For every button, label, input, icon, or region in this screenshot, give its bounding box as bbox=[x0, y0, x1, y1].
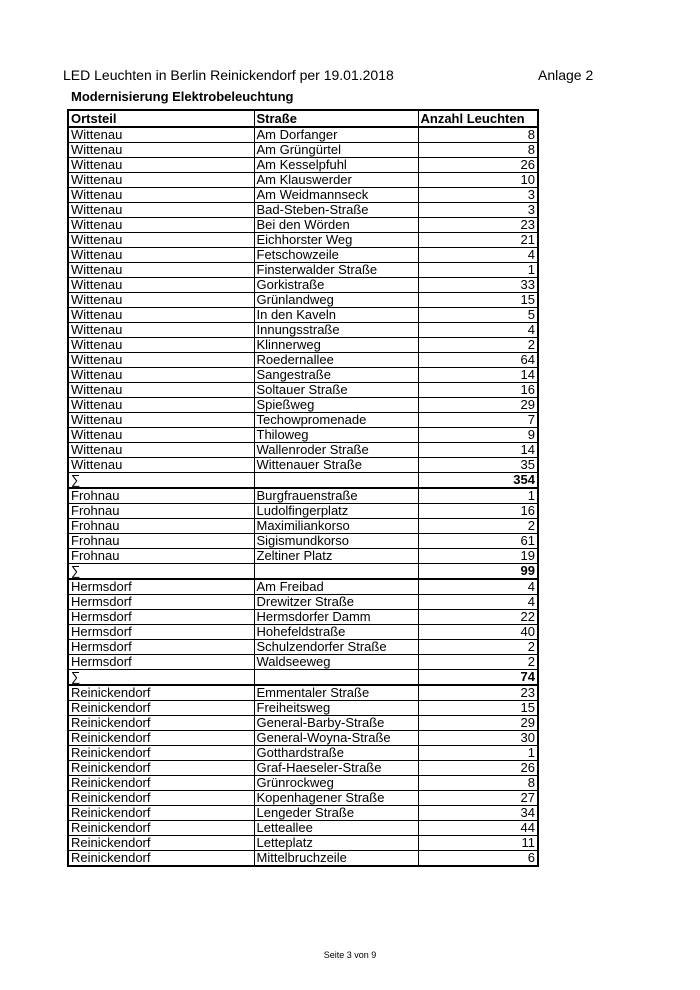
cell-strasse: Eichhorster Weg bbox=[254, 233, 418, 248]
subtotal-row bbox=[68, 473, 538, 489]
table-row bbox=[68, 338, 538, 353]
table-row bbox=[68, 383, 538, 398]
table-row bbox=[68, 263, 538, 278]
cell-strasse: Wallenroder Straße bbox=[254, 443, 418, 458]
cell-strasse: Klinnerweg bbox=[254, 338, 418, 353]
cell-anzahl: 29 bbox=[418, 716, 538, 731]
cell-ortsteil: Wittenau bbox=[68, 458, 254, 473]
cell-anzahl: 11 bbox=[418, 836, 538, 851]
table-row bbox=[68, 610, 538, 625]
cell-ortsteil: Frohnau bbox=[68, 534, 254, 549]
cell-ortsteil: Reinickendorf bbox=[68, 731, 254, 746]
cell-anzahl: 34 bbox=[418, 806, 538, 821]
cell-ortsteil: Wittenau bbox=[68, 218, 254, 233]
cell-strasse: Bad-Steben-Straße bbox=[254, 203, 418, 218]
table-row bbox=[68, 806, 538, 821]
table-row bbox=[68, 821, 538, 836]
cell-strasse: Ludolfingerplatz bbox=[254, 504, 418, 519]
table-body bbox=[68, 127, 538, 866]
cell-ortsteil: Hermsdorf bbox=[68, 579, 254, 595]
cell-ortsteil: Wittenau bbox=[68, 368, 254, 383]
sum-symbol: ∑ bbox=[68, 473, 254, 489]
cell-anzahl: 15 bbox=[418, 293, 538, 308]
cell-strasse: Burgfrauenstraße bbox=[254, 488, 418, 504]
cell-ortsteil: Reinickendorf bbox=[68, 746, 254, 761]
table-header-row bbox=[68, 110, 538, 127]
cell-empty bbox=[254, 670, 418, 686]
cell-anzahl: 4 bbox=[418, 579, 538, 595]
cell-strasse: Drewitzer Straße bbox=[254, 595, 418, 610]
cell-strasse: Innungsstraße bbox=[254, 323, 418, 338]
table-row bbox=[68, 761, 538, 776]
cell-anzahl: 21 bbox=[418, 233, 538, 248]
table-row bbox=[68, 640, 538, 655]
cell-ortsteil: Frohnau bbox=[68, 488, 254, 504]
table-row bbox=[68, 519, 538, 534]
cell-anzahl: 33 bbox=[418, 278, 538, 293]
cell-ortsteil: Wittenau bbox=[68, 293, 254, 308]
cell-strasse: Schulzendorfer Straße bbox=[254, 640, 418, 655]
table-row bbox=[68, 127, 538, 143]
table-row bbox=[68, 353, 538, 368]
attachment-label: Anlage 2 bbox=[538, 67, 594, 83]
cell-anzahl: 16 bbox=[418, 504, 538, 519]
table-row bbox=[68, 443, 538, 458]
cell-ortsteil: Wittenau bbox=[68, 233, 254, 248]
cell-ortsteil: Wittenau bbox=[68, 143, 254, 158]
cell-ortsteil: Wittenau bbox=[68, 278, 254, 293]
cell-anzahl: 22 bbox=[418, 610, 538, 625]
cell-ortsteil: Reinickendorf bbox=[68, 791, 254, 806]
cell-anzahl: 44 bbox=[418, 821, 538, 836]
column-header-anzahl: Anzahl Leuchten bbox=[418, 110, 538, 127]
cell-anzahl: 2 bbox=[418, 640, 538, 655]
cell-ortsteil: Hermsdorf bbox=[68, 610, 254, 625]
cell-ortsteil: Reinickendorf bbox=[68, 761, 254, 776]
cell-ortsteil: Reinickendorf bbox=[68, 821, 254, 836]
table-row bbox=[68, 458, 538, 473]
table-row bbox=[68, 248, 538, 263]
cell-anzahl: 10 bbox=[418, 173, 538, 188]
cell-strasse: In den Kaveln bbox=[254, 308, 418, 323]
cell-strasse: Hohefeldstraße bbox=[254, 625, 418, 640]
cell-anzahl: 5 bbox=[418, 308, 538, 323]
table-row bbox=[68, 851, 538, 867]
cell-ortsteil: Wittenau bbox=[68, 428, 254, 443]
cell-strasse: Kopenhagener Straße bbox=[254, 791, 418, 806]
cell-ortsteil: Wittenau bbox=[68, 263, 254, 278]
table-row bbox=[68, 203, 538, 218]
cell-anzahl: 26 bbox=[418, 158, 538, 173]
cell-strasse: Roedernallee bbox=[254, 353, 418, 368]
cell-ortsteil: Frohnau bbox=[68, 549, 254, 564]
table-row bbox=[68, 188, 538, 203]
table-row bbox=[68, 218, 538, 233]
sum-symbol: ∑ bbox=[68, 670, 254, 686]
cell-strasse: Wittenauer Straße bbox=[254, 458, 418, 473]
cell-anzahl: 8 bbox=[418, 776, 538, 791]
cell-anzahl: 1 bbox=[418, 746, 538, 761]
table-row bbox=[68, 595, 538, 610]
cell-strasse: Grünrockweg bbox=[254, 776, 418, 791]
cell-ortsteil: Wittenau bbox=[68, 413, 254, 428]
cell-anzahl: 8 bbox=[418, 127, 538, 143]
cell-ortsteil: Wittenau bbox=[68, 248, 254, 263]
cell-strasse: Maximiliankorso bbox=[254, 519, 418, 534]
cell-anzahl: 4 bbox=[418, 595, 538, 610]
column-header-ortsteil: Ortsteil bbox=[68, 110, 254, 127]
subtotal-value: 74 bbox=[418, 670, 538, 686]
cell-anzahl: 23 bbox=[418, 685, 538, 701]
cell-ortsteil: Reinickendorf bbox=[68, 701, 254, 716]
subtotal-row bbox=[68, 670, 538, 686]
cell-ortsteil: Frohnau bbox=[68, 504, 254, 519]
table-row bbox=[68, 293, 538, 308]
cell-ortsteil: Reinickendorf bbox=[68, 851, 254, 867]
table-row bbox=[68, 173, 538, 188]
cell-strasse: Gotthardstraße bbox=[254, 746, 418, 761]
table-row bbox=[68, 534, 538, 549]
cell-strasse: Sangestraße bbox=[254, 368, 418, 383]
cell-ortsteil: Wittenau bbox=[68, 323, 254, 338]
cell-ortsteil: Wittenau bbox=[68, 308, 254, 323]
table-row bbox=[68, 323, 538, 338]
cell-strasse: Spießweg bbox=[254, 398, 418, 413]
cell-strasse: Am Grüngürtel bbox=[254, 143, 418, 158]
cell-strasse: Soltauer Straße bbox=[254, 383, 418, 398]
subtotal-row bbox=[68, 564, 538, 580]
cell-ortsteil: Wittenau bbox=[68, 158, 254, 173]
cell-ortsteil: Reinickendorf bbox=[68, 806, 254, 821]
cell-strasse: Mittelbruchzeile bbox=[254, 851, 418, 867]
cell-ortsteil: Wittenau bbox=[68, 173, 254, 188]
lights-table bbox=[67, 109, 539, 867]
column-header-strasse: Straße bbox=[254, 110, 418, 127]
cell-anzahl: 3 bbox=[418, 203, 538, 218]
cell-anzahl: 15 bbox=[418, 701, 538, 716]
table-row bbox=[68, 308, 538, 323]
table-row bbox=[68, 428, 538, 443]
document-title: LED Leuchten in Berlin Reinickendorf per 19.01.2018 bbox=[63, 67, 394, 83]
cell-strasse: Am Freibad bbox=[254, 579, 418, 595]
cell-anzahl: 30 bbox=[418, 731, 538, 746]
cell-ortsteil: Reinickendorf bbox=[68, 685, 254, 701]
cell-strasse: Am Klauswerder bbox=[254, 173, 418, 188]
table-row bbox=[68, 701, 538, 716]
cell-anzahl: 40 bbox=[418, 625, 538, 640]
cell-strasse: Letteplatz bbox=[254, 836, 418, 851]
cell-anzahl: 29 bbox=[418, 398, 538, 413]
cell-strasse: Am Dorfanger bbox=[254, 127, 418, 143]
cell-strasse: General-Woyna-Straße bbox=[254, 731, 418, 746]
cell-strasse: Bei den Wörden bbox=[254, 218, 418, 233]
cell-anzahl: 4 bbox=[418, 248, 538, 263]
cell-anzahl: 64 bbox=[418, 353, 538, 368]
cell-empty bbox=[254, 564, 418, 580]
cell-strasse: Fetschowzeile bbox=[254, 248, 418, 263]
cell-strasse: Emmentaler Straße bbox=[254, 685, 418, 701]
table-row bbox=[68, 278, 538, 293]
cell-empty bbox=[254, 473, 418, 489]
cell-anzahl: 3 bbox=[418, 188, 538, 203]
table-row bbox=[68, 398, 538, 413]
cell-anzahl: 23 bbox=[418, 218, 538, 233]
table-row bbox=[68, 836, 538, 851]
cell-strasse: Finsterwalder Straße bbox=[254, 263, 418, 278]
cell-anzahl: 7 bbox=[418, 413, 538, 428]
cell-strasse: Freiheitsweg bbox=[254, 701, 418, 716]
table-row bbox=[68, 233, 538, 248]
table-row bbox=[68, 731, 538, 746]
cell-ortsteil: Frohnau bbox=[68, 519, 254, 534]
subtotal-value: 354 bbox=[418, 473, 538, 489]
cell-strasse: Letteallee bbox=[254, 821, 418, 836]
cell-anzahl: 1 bbox=[418, 263, 538, 278]
table-row bbox=[68, 625, 538, 640]
cell-anzahl: 4 bbox=[418, 323, 538, 338]
cell-ortsteil: Wittenau bbox=[68, 443, 254, 458]
cell-ortsteil: Reinickendorf bbox=[68, 836, 254, 851]
table-row bbox=[68, 143, 538, 158]
cell-strasse: General-Barby-Straße bbox=[254, 716, 418, 731]
cell-strasse: Techowpromenade bbox=[254, 413, 418, 428]
cell-anzahl: 27 bbox=[418, 791, 538, 806]
table-row bbox=[68, 368, 538, 383]
cell-strasse: Grünlandweg bbox=[254, 293, 418, 308]
cell-anzahl: 16 bbox=[418, 383, 538, 398]
cell-strasse: Hermsdorfer Damm bbox=[254, 610, 418, 625]
cell-ortsteil: Wittenau bbox=[68, 383, 254, 398]
table-row bbox=[68, 488, 538, 504]
cell-ortsteil: Wittenau bbox=[68, 353, 254, 368]
cell-anzahl: 9 bbox=[418, 428, 538, 443]
cell-ortsteil: Reinickendorf bbox=[68, 716, 254, 731]
cell-anzahl: 19 bbox=[418, 549, 538, 564]
sum-symbol: ∑ bbox=[68, 564, 254, 580]
table-row bbox=[68, 579, 538, 595]
table-row bbox=[68, 746, 538, 761]
subtotal-value: 99 bbox=[418, 564, 538, 580]
cell-strasse: Am Weidmannseck bbox=[254, 188, 418, 203]
cell-anzahl: 6 bbox=[418, 851, 538, 867]
cell-ortsteil: Wittenau bbox=[68, 338, 254, 353]
cell-strasse: Waldseeweg bbox=[254, 655, 418, 670]
cell-anzahl: 14 bbox=[418, 443, 538, 458]
page-footer: Seite 3 von 9 bbox=[323, 950, 377, 960]
cell-strasse: Am Kesselpfuhl bbox=[254, 158, 418, 173]
cell-anzahl: 26 bbox=[418, 761, 538, 776]
cell-ortsteil: Wittenau bbox=[68, 127, 254, 143]
cell-strasse: Graf-Haeseler-Straße bbox=[254, 761, 418, 776]
cell-anzahl: 61 bbox=[418, 534, 538, 549]
table-row bbox=[68, 655, 538, 670]
cell-ortsteil: Hermsdorf bbox=[68, 625, 254, 640]
table-row bbox=[68, 413, 538, 428]
cell-strasse: Sigismundkorso bbox=[254, 534, 418, 549]
cell-anzahl: 2 bbox=[418, 519, 538, 534]
cell-anzahl: 14 bbox=[418, 368, 538, 383]
cell-anzahl: 2 bbox=[418, 655, 538, 670]
table-row bbox=[68, 504, 538, 519]
cell-ortsteil: Hermsdorf bbox=[68, 640, 254, 655]
cell-anzahl: 2 bbox=[418, 338, 538, 353]
cell-anzahl: 1 bbox=[418, 488, 538, 504]
table-row bbox=[68, 685, 538, 701]
cell-strasse: Thiloweg bbox=[254, 428, 418, 443]
cell-strasse: Zeltiner Platz bbox=[254, 549, 418, 564]
cell-strasse: Lengeder Straße bbox=[254, 806, 418, 821]
table-row bbox=[68, 716, 538, 731]
table-row bbox=[68, 791, 538, 806]
table-row bbox=[68, 549, 538, 564]
table-row bbox=[68, 776, 538, 791]
cell-ortsteil: Reinickendorf bbox=[68, 776, 254, 791]
cell-anzahl: 35 bbox=[418, 458, 538, 473]
cell-ortsteil: Wittenau bbox=[68, 203, 254, 218]
cell-ortsteil: Wittenau bbox=[68, 398, 254, 413]
cell-anzahl: 8 bbox=[418, 143, 538, 158]
table-row bbox=[68, 158, 538, 173]
cell-ortsteil: Wittenau bbox=[68, 188, 254, 203]
section-subtitle: Modernisierung Elektrobeleuchtung bbox=[71, 89, 294, 104]
cell-strasse: Gorkistraße bbox=[254, 278, 418, 293]
cell-ortsteil: Hermsdorf bbox=[68, 595, 254, 610]
cell-ortsteil: Hermsdorf bbox=[68, 655, 254, 670]
